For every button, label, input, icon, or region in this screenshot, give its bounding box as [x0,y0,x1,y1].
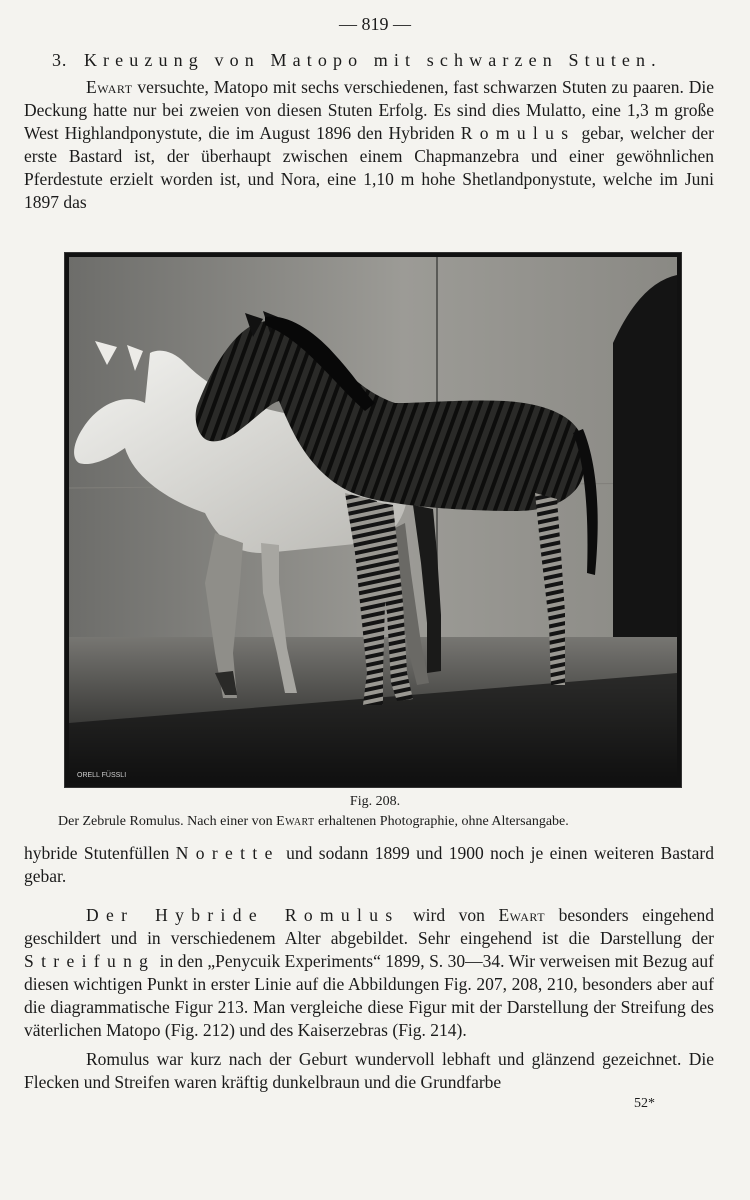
foal-name-norette: Norette [175,843,280,863]
author-name: Ewart [86,77,133,97]
paragraph-3-text-c: in den „Penycuik Experiments“ 1899, S. 30—34. Wir verweisen mit Bezug auf diesen wichtigen Punkt in erster Linie auf die Abbildungen Fig. 207, 208, 210, besonders aber auf die diagrammatische Figur 213. Man vergleiche diese Figur mit der Darstellung der Streifung des väterlichen Matopo (Fig. 212) und des Kaiserzebras (Fig. 214). [24,951,714,1040]
paragraph-1-text-b: gebar, welcher der erste Bastard ist, der überhaupt zwischen einem Chapmanzebra und einer gewöhnlichen Pferdestute erzielt worden ist, und Nora, eine 1,10 m hohe Shetlandponystute, welche im Juni 1897 das [24,123,714,212]
paragraph-2-text-a: hybride Stutenfüllen [24,843,176,863]
paragraph-1 [24,76,714,214]
figure-caption [58,814,708,830]
section-number: 3. [52,50,68,70]
paragraph-4: Romulus war kurz nach der Geburt wundervoll lebhaft und glänzend gezeichnet. Die Flecken und Streifen waren kräftig dunkelbraun und die Grundfarbe [24,1049,714,1092]
section-heading [52,50,692,71]
paragraph-2-text-b: und sodann 1899 und 1900 noch je einen weiteren Bastard gebar. [24,843,714,886]
paragraph-3-text-a: wird von [399,905,499,925]
photo-doorway [613,275,677,637]
figure-caption-text-a: Der Zebrule Romulus. Nach einer von [58,814,277,829]
sheet-signature: 52* [634,1096,655,1111]
paragraph-1-text-a: versuchte, Matopo mit sechs verschiedenen, fast schwarzen Stuten zu paaren. Die Deckung hatte nur bei zweien von diesen Stuten Erfolg. Es sind dies Mulatto, eine 1,3 m große West Highlandponystute, die im August 1896 den Hybriden [24,77,714,143]
hybrid-name-romulus: Romulus [460,123,576,143]
figure-caption-author: Ewart [276,814,315,829]
paragraph-3 [24,904,714,1042]
figure-label: Fig. 208. [349,794,401,809]
paragraph-3-author: Ewart [498,905,546,925]
figure-photograph [64,252,682,788]
photo-stamp: ORELL FÜSSLI [77,772,127,779]
page-number: — 819 — [339,14,411,34]
term-streifung: Streifung [24,951,156,971]
paragraph-3-lead: Der Hybride Romulus [86,905,400,925]
paragraph-2 [24,842,714,888]
paragraph-3-text-b: besonders eingehend geschildert und in verschiedenem Alter abgebildet. Sehr eingehend ist die Darstellung der [24,905,715,948]
figure-caption-text-b: erhaltenen Photographie, ohne Altersangabe. [314,814,569,829]
section-title: Kreuzung von Matopo mit schwarzen Stuten. [83,50,662,70]
